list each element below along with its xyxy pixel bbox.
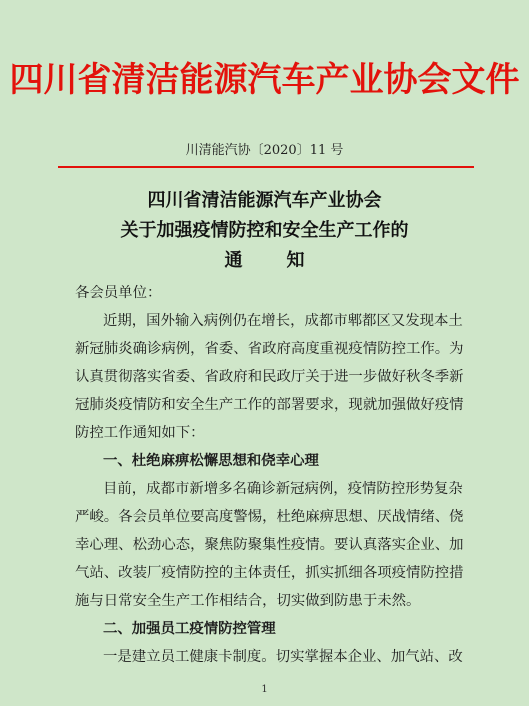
body-line: 气站、改装厂疫情防控的主体责任，抓实抓细各项疫情防控措 bbox=[75, 565, 464, 581]
section-heading-2: 二、加强员工疫情防控管理 bbox=[103, 620, 276, 637]
red-divider bbox=[58, 166, 474, 168]
body-line: 目前，成都市新增多名确诊新冠病例，疫情防控形势复杂 bbox=[103, 481, 463, 497]
section-heading-1: 一、杜绝麻痹松懈思想和侥幸心理 bbox=[103, 452, 319, 469]
body-line: 认真贯彻落实省委、省政府和民政厅关于进一步做好秋冬季新 bbox=[75, 369, 464, 385]
body-line: 一是建立员工健康卡制度。切实掌握本企业、加气站、改 bbox=[103, 649, 463, 665]
notice-title-char-1: 通 bbox=[224, 250, 243, 271]
notice-title-char-2: 知 bbox=[286, 250, 305, 271]
body-line: 幸心理、松劲心态，聚焦防聚集性疫情。要认真落实企业、加 bbox=[75, 537, 464, 553]
masthead-title: 四川省清洁能源汽车产业协会文件 bbox=[9, 60, 520, 100]
body-line: 严峻。各会员单位要高度警惕，杜绝麻痹思想、厌战情绪、侥 bbox=[75, 509, 464, 525]
body-line: 施与日常安全生产工作相结合，切实做到防患于未然。 bbox=[75, 593, 421, 609]
body-line: 新冠肺炎确诊病例，省委、省政府高度重视疫情防控工作。为 bbox=[75, 341, 464, 357]
body-line: 近期，国外输入病例仍在增长，成都市郫都区又发现本土 bbox=[103, 313, 463, 329]
body-line: 防控工作通知如下： bbox=[75, 425, 205, 441]
salutation: 各会员单位： bbox=[75, 285, 162, 301]
document-number: 川清能汽协〔2020〕11 号 bbox=[185, 143, 344, 158]
notice-title-line-2: 关于加强疫情防控和安全生产工作的 bbox=[120, 220, 409, 241]
notice-title-line-3 bbox=[0, 248, 529, 274]
body-line: 冠肺炎疫情防和安全生产工作的部署要求，现就加强做好疫情 bbox=[75, 397, 464, 413]
notice-title-line-1: 四川省清洁能源汽车产业协会 bbox=[147, 190, 382, 211]
page-number: 1 bbox=[261, 684, 268, 695]
